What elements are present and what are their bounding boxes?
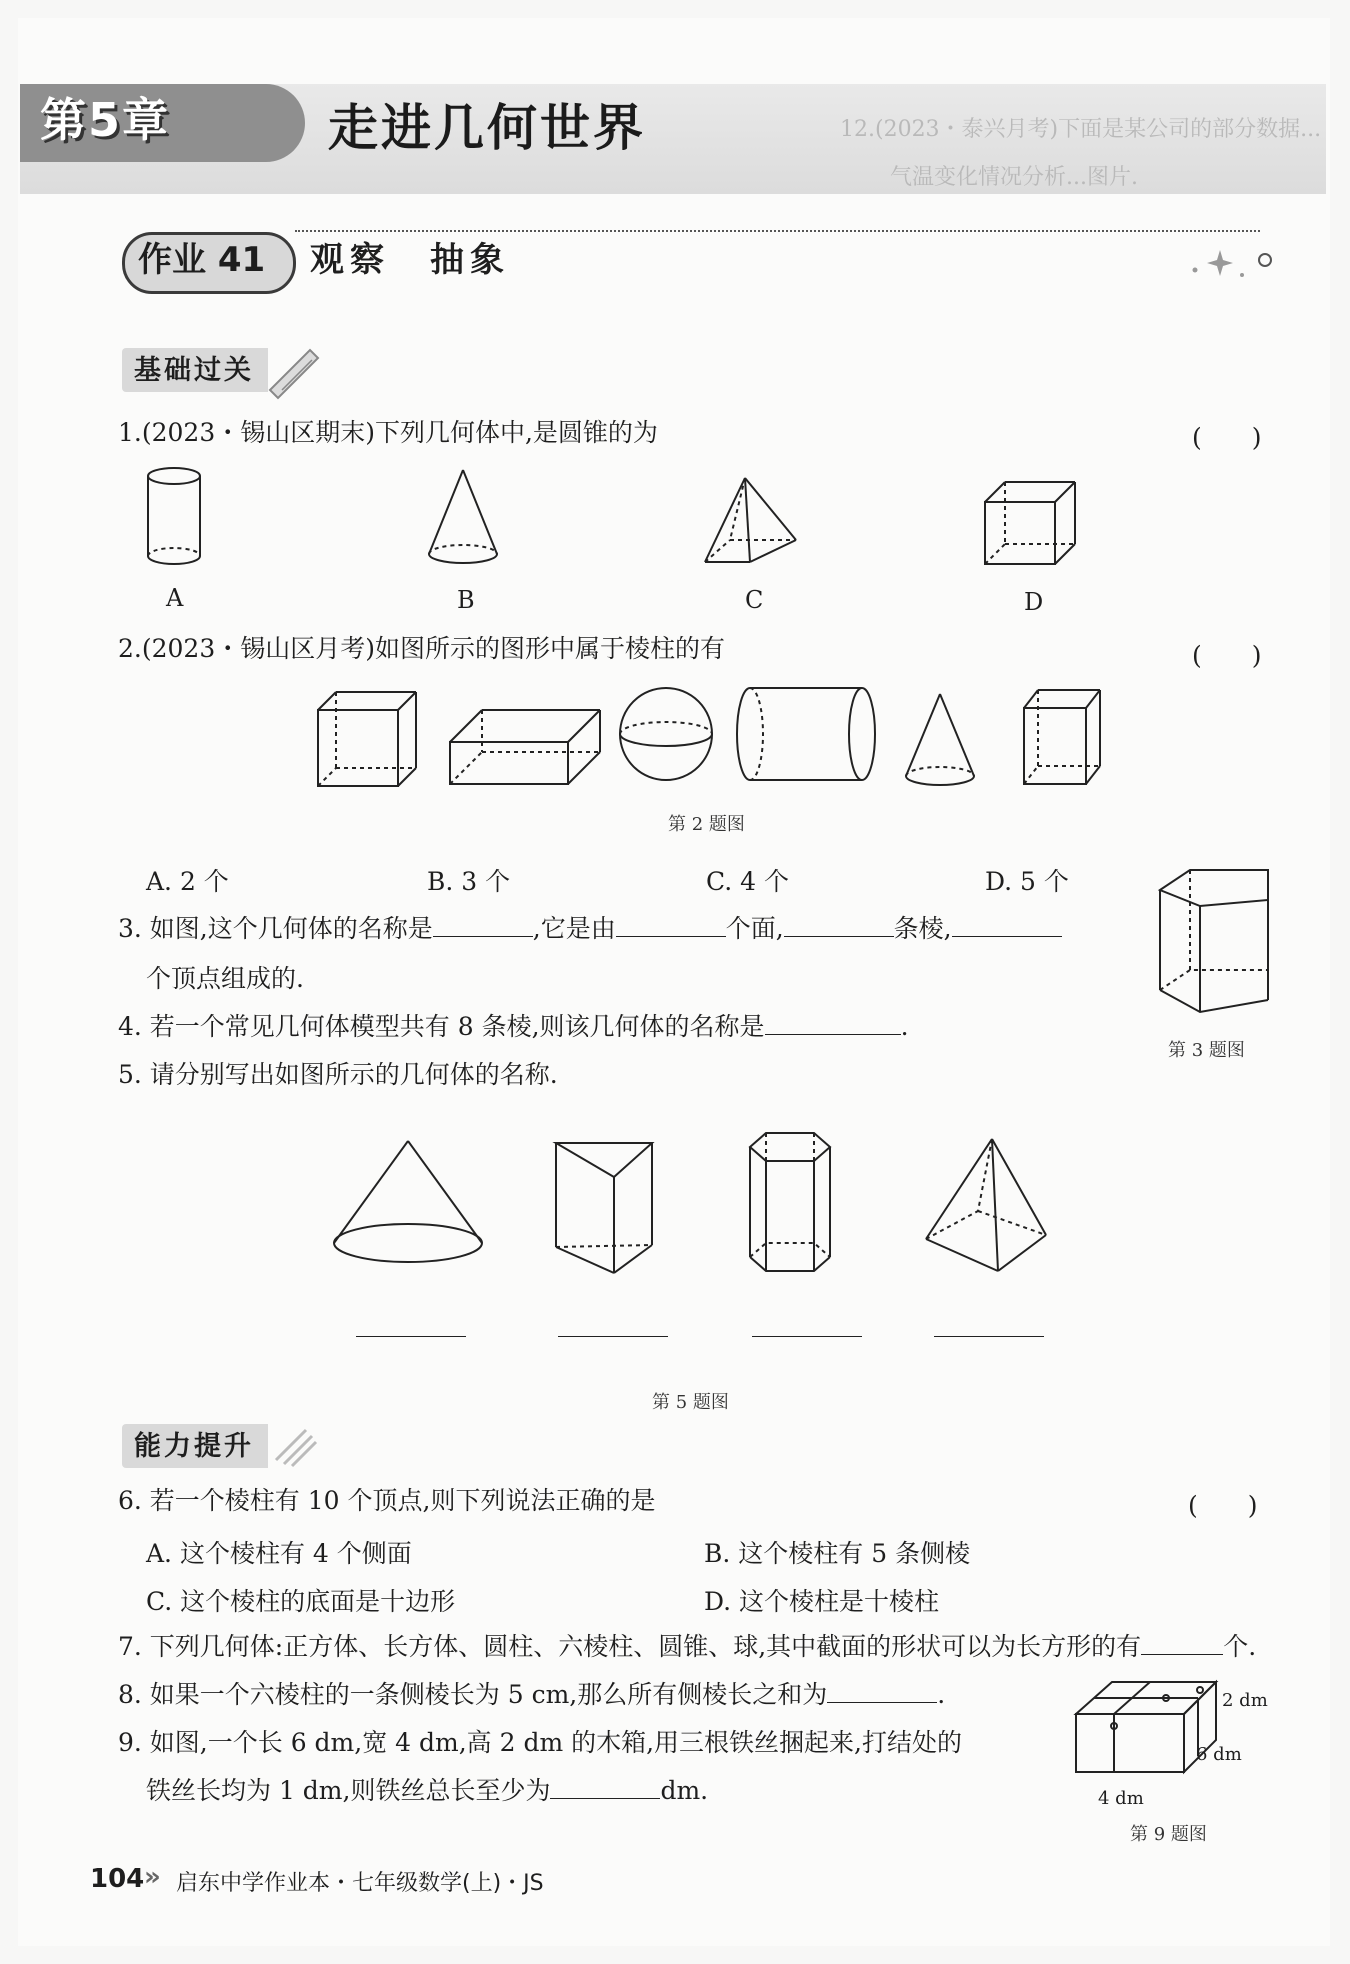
homework-label: 作业 41	[138, 240, 266, 280]
question-4-line	[118, 1010, 909, 1044]
q2-option-d: D. 5 个	[985, 867, 1069, 896]
question-3-line-2: 个顶点组成的.	[146, 964, 304, 993]
section-tag-advanced: 能力提升	[122, 1424, 268, 1468]
q5-answer-line-4[interactable]	[934, 1336, 1044, 1337]
q3-blank-faces[interactable]	[616, 912, 726, 937]
shape-triangular-prism	[556, 1143, 652, 1273]
q2-option-c: C. 4 个	[706, 867, 789, 896]
q3-text-part-2: ,它是由	[532, 914, 616, 943]
question-5-shapes	[330, 1125, 1060, 1285]
question-3-pentagonal-prism	[1150, 860, 1280, 1020]
q6-option-c: C. 这个棱柱的底面是十边形	[146, 1587, 456, 1616]
shape-pyramid	[705, 478, 796, 562]
q7-end: 个.	[1223, 1632, 1257, 1661]
shape-hexagonal-prism	[750, 1133, 830, 1271]
q9-label-width: 4 dm	[1098, 1788, 1144, 1809]
q4-end: .	[900, 1012, 909, 1041]
sparkle-decoration-icon-2	[270, 1424, 320, 1468]
q9-blank[interactable]	[550, 1774, 660, 1799]
footer-page-number: 104	[90, 1864, 145, 1894]
q8-text: 8. 如果一个六棱柱的一条侧棱长为 5 cm,那么所有侧棱长之和为	[118, 1680, 828, 1709]
q4-blank[interactable]	[765, 1010, 901, 1035]
shape-cone	[429, 470, 497, 563]
q1-option-b-label: B	[457, 586, 475, 614]
q8-blank[interactable]	[827, 1678, 937, 1703]
question-6-answer-paren[interactable]: ( )	[1188, 1491, 1258, 1520]
shape-cube-2	[318, 692, 416, 786]
question-3-caption: 第 3 题图	[1168, 1040, 1245, 1061]
q3-text-part-4: 条棱,	[893, 914, 952, 943]
sparkle-decoration-icon	[1180, 245, 1280, 285]
question-5-caption: 第 5 题图	[652, 1392, 729, 1413]
question-9-caption: 第 9 题图	[1130, 1824, 1207, 1845]
q9-text: 铁丝长均为 1 dm,则铁丝总长至少为	[146, 1776, 551, 1805]
question-2-text: 2.(2023・锡山区月考)如图所示的图形中属于棱柱的有	[118, 634, 725, 663]
section-tag-basic: 基础过关	[122, 348, 268, 392]
question-1-answer-paren[interactable]: ( )	[1192, 423, 1262, 452]
question-5-text: 5. 请分别写出如图所示的几何体的名称.	[118, 1060, 558, 1089]
homework-title: 观察 抽象	[310, 240, 510, 280]
chapter-title: 走进几何世界	[328, 99, 646, 157]
shape-cylinder	[148, 468, 200, 564]
question-8-line	[118, 1678, 945, 1712]
question-1-text: 1.(2023・锡山区期末)下列几何体中,是圆锥的为	[118, 418, 658, 447]
q9-unit: dm.	[660, 1776, 709, 1805]
q1-option-d-label: D	[1024, 588, 1044, 616]
q1-option-a-label: A	[166, 584, 184, 612]
q7-blank[interactable]	[1141, 1630, 1223, 1655]
pencil-decoration-icon	[262, 346, 322, 394]
bleed-through-text-1: 12.(2023・泰兴月考)下面是某公司的部分数据...	[840, 117, 1322, 142]
q3-blank-vertices[interactable]	[952, 912, 1062, 937]
q9-label-length: 6 dm	[1196, 1744, 1242, 1765]
q1-option-c-label: C	[745, 586, 764, 614]
question-9-line-1: 9. 如图,一个长 6 dm,宽 4 dm,高 2 dm 的木箱,用三根铁丝捆起来,打结处的	[118, 1728, 963, 1757]
shape-cone-3	[334, 1141, 482, 1262]
shape-cylinder-horizontal	[737, 688, 875, 780]
question-6-text: 6. 若一个棱柱有 10 个顶点,则下列说法正确的是	[118, 1486, 656, 1515]
shape-pyramid-2	[926, 1139, 1046, 1271]
shape-cuboid-flat	[450, 710, 600, 784]
q3-blank-edges[interactable]	[784, 912, 894, 937]
q6-option-d: D. 这个棱柱是十棱柱	[704, 1587, 940, 1616]
q5-answer-line-1[interactable]	[356, 1336, 466, 1337]
question-1-shapes	[130, 460, 1130, 580]
q3-blank-name[interactable]	[433, 912, 533, 937]
q2-option-a: A. 2 个	[146, 867, 229, 896]
question-9-line-2	[146, 1774, 708, 1808]
bleed-through-text-2: 气温变化情况分析...图片.	[890, 165, 1138, 190]
q5-answer-line-3[interactable]	[752, 1336, 862, 1337]
q3-text-part-3: 个面,	[725, 914, 784, 943]
q2-option-b: B. 3 个	[427, 867, 511, 896]
q3-text-part-1: 3. 如图,这个几何体的名称是	[118, 914, 433, 943]
shape-cube	[985, 482, 1075, 564]
chapter-label: 第5章	[40, 93, 171, 147]
shape-sphere	[620, 688, 712, 780]
q5-answer-line-2[interactable]	[558, 1336, 668, 1337]
footer-book-title: 启东中学作业本・七年级数学(上)・JS	[176, 1871, 544, 1896]
q8-end: .	[937, 1680, 946, 1709]
question-7-line	[118, 1630, 1256, 1664]
q6-option-b: B. 这个棱柱有 5 条侧棱	[704, 1539, 971, 1568]
shape-cuboid-tall	[1024, 690, 1100, 784]
question-2-shapes	[310, 680, 1110, 795]
shape-cone-2	[906, 694, 974, 785]
q9-label-height: 2 dm	[1222, 1690, 1268, 1711]
q4-text: 4. 若一个常见几何体模型共有 8 条棱,则该几何体的名称是	[118, 1012, 765, 1041]
question-2-caption: 第 2 题图	[668, 814, 745, 835]
question-9-wooden-box	[1070, 1676, 1230, 1788]
q7-text: 7. 下列几何体:正方体、长方体、圆柱、六棱柱、圆锥、球,其中截面的形状可以为长方形的有	[118, 1632, 1142, 1661]
footer-arrows-icon: »	[144, 1862, 161, 1892]
q6-option-a: A. 这个棱柱有 4 个侧面	[146, 1539, 412, 1568]
question-2-answer-paren[interactable]: ( )	[1192, 641, 1262, 670]
question-3-line-1	[118, 912, 1062, 946]
